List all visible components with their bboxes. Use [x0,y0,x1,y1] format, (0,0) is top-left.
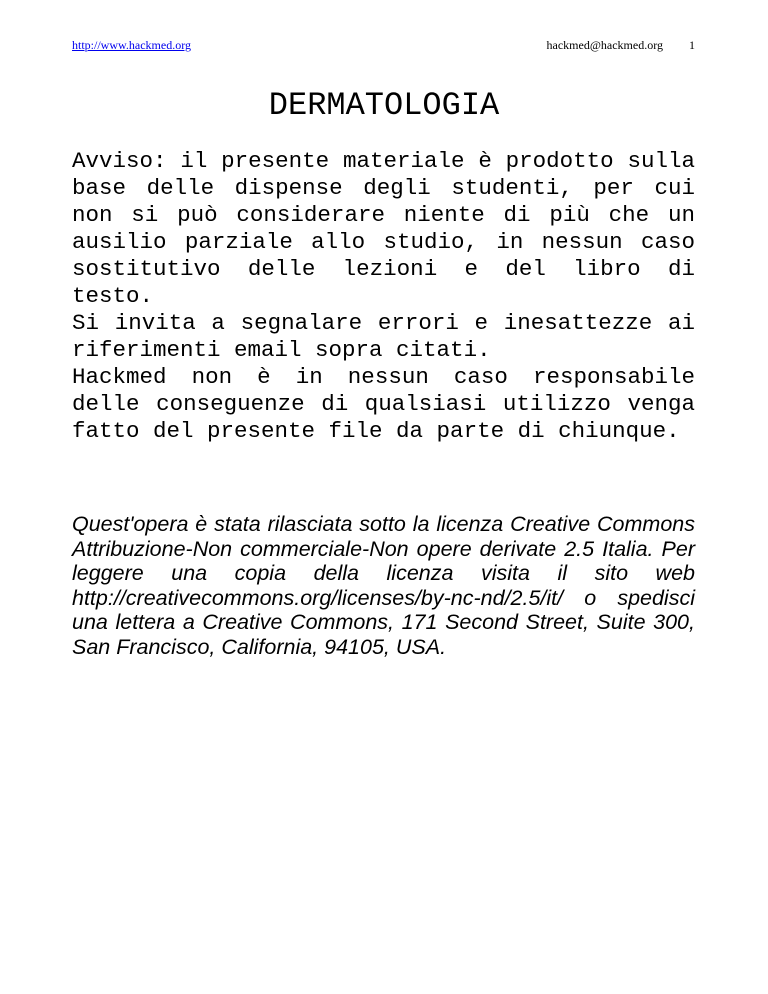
header-url-link[interactable]: http://www.hackmed.org [72,38,191,52]
disclaimer-notice [72,148,695,445]
header-email: hackmed@hackmed.org [546,38,663,52]
notice-paragraph-1: Avviso: il presente materiale è prodotto sulla base delle dispense degli studenti, per cui non si può considerare niente di più che un ausilio parziale allo studio, in nessun caso sostitutivo delle lezioni e del libro di testo. [72,148,695,309]
page-number: 1 [689,38,695,52]
license-notice [72,512,695,660]
notice-paragraph-3: Hackmed non è in nessun caso responsabile delle conseguenze di qualsiasi utilizzo venga fatto del presente file da parte di chiunque. [72,364,695,444]
page-header [72,38,695,58]
license-text: Quest'opera è stata rilasciata sotto la licenza Creative Commons Attribuzione-Non commerciale-Non opere derivate 2.5 Italia. Per leggere una copia della licenza visita il sito web http://creativecommons.org/licenses/by-nc-nd/2.5/it/ o spedisci una lettera a Creative Commons, 171 Second Street, Suite 300, San Francisco, California, 94105, USA. [72,512,695,659]
notice-paragraph-2: Si invita a segnalare errori e inesattezze ai riferimenti email sopra citati. [72,310,695,363]
document-title: DERMATOLOGIA [268,87,500,124]
